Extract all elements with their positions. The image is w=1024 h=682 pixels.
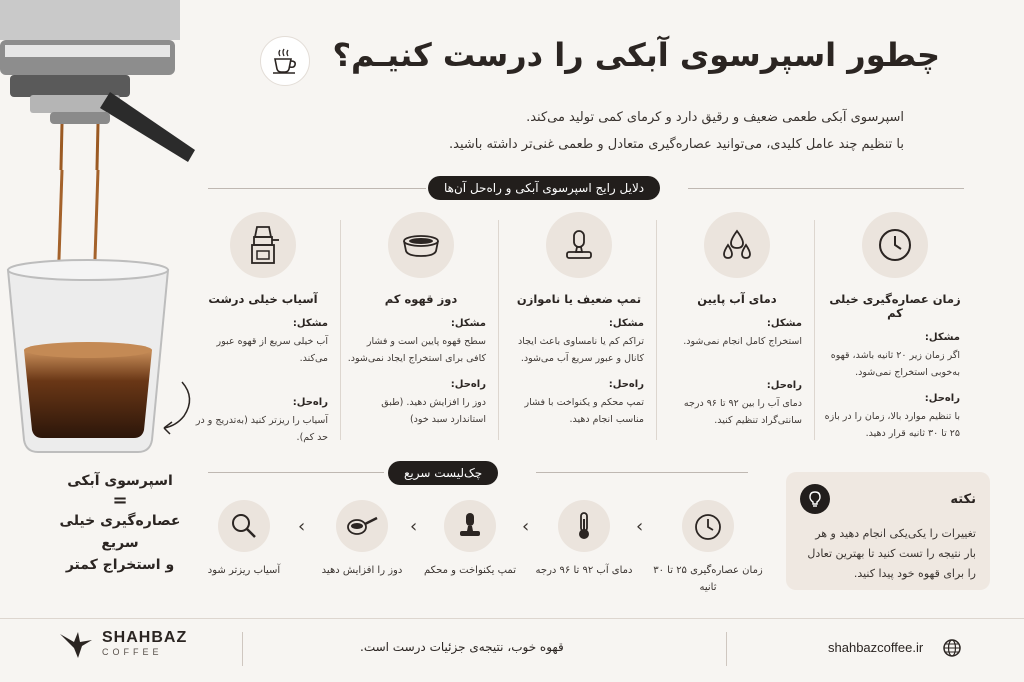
note-header — [800, 484, 976, 514]
cause-title: تمپ ضعیف یا ناموازن — [516, 292, 642, 306]
cause-card-low-dose — [346, 210, 496, 440]
solution-label: راه‌حل: — [766, 380, 802, 391]
falcon-logo-icon — [58, 628, 94, 660]
checklist-text: دمای آب ۹۲ تا ۹۶ درجه — [535, 565, 633, 576]
section-divider — [208, 188, 426, 189]
water-drops-icon — [704, 212, 770, 278]
solution-text: آسیاب را ریزتر کنید (به‌تدریج و در حد کم). — [195, 415, 328, 443]
solution-label: راه‌حل: — [608, 379, 644, 390]
magnifier-icon — [218, 500, 270, 552]
cause-title: دمای آب پایین — [697, 292, 777, 306]
checklist-heading: چک‌لیست سریع — [388, 461, 498, 485]
cause-card-weak-tamp — [504, 210, 654, 440]
note-title: نکته — [950, 491, 976, 507]
espresso-machine-image — [0, 0, 200, 170]
note-box — [786, 472, 990, 590]
lightbulb-icon — [800, 484, 830, 514]
problem-text: اگر زمان زیر ۲۰ ثانیه باشد، قهوه به‌خوبی استخراج نمی‌شود. — [830, 350, 960, 378]
checklist-step-dose — [302, 500, 422, 579]
intro-line-2: با تنظیم چند عامل کلیدی، می‌توانید عصاره‌گیری متعادل و طعمی غنی‌تر داشته باشید. — [449, 137, 904, 152]
brand-sub: COFFEE — [102, 647, 163, 657]
section-divider — [208, 472, 384, 473]
caption-equals: = — [112, 490, 128, 511]
solution-label: راه‌حل: — [292, 397, 328, 408]
intro-line-1: اسپرسوی آبکی طعمی ضعیف و رقیق دارد و کرمای کمی تولید می‌کند. — [526, 110, 904, 125]
website-link[interactable]: shahbazcoffee.ir — [828, 640, 924, 655]
column-divider — [498, 220, 499, 440]
checklist-step-grind — [184, 500, 304, 579]
column-divider — [814, 220, 815, 440]
checklist-text: آسیاب ریزتر شود — [207, 565, 281, 576]
cause-card-low-temp — [662, 210, 812, 440]
caption-title: اسپرسوی آبکی — [67, 473, 173, 489]
problem-text: تراکم کم یا نامساوی باعث ایجاد کانال و عبور سریع آب می‌شود. — [518, 336, 644, 364]
problem-label: مشکل: — [450, 318, 486, 329]
checklist-step-time — [648, 500, 768, 596]
espresso-glass-image — [0, 240, 180, 460]
solution-text: با تنظیم موارد بالا، زمان را در بازه ۲۵ تا ۳۰ ثانیه قرار دهید. — [824, 411, 960, 439]
cause-title: دوز قهوه کم — [384, 292, 458, 306]
checklist-step-tamp — [410, 500, 530, 579]
causes-grid — [195, 210, 970, 443]
chevron-left-icon: ‹ — [410, 516, 418, 537]
checklist-text: زمان عصاره‌گیری ۲۵ تا ۳۰ ثانیه — [653, 565, 763, 593]
problem-text: سطح قهوه پایین است و فشار کافی برای استخراج ایجاد نمی‌شود. — [347, 336, 486, 364]
checklist-step-temp — [524, 500, 644, 579]
footer-divider — [0, 618, 1024, 619]
problem-label: مشکل: — [608, 318, 644, 329]
intro-text — [264, 104, 904, 158]
page-title: چطور اسپرسوی آبکی را درست کنیـم؟ — [332, 36, 940, 74]
tamper-icon — [444, 500, 496, 552]
column-divider — [656, 220, 657, 440]
checklist-text: تمپ یکنواخت و محکم — [423, 565, 516, 576]
brand-name: SHAHBAZ — [102, 629, 188, 646]
problem-label: مشکل: — [292, 318, 328, 329]
cause-card-coarse-grind — [188, 210, 338, 443]
caption-line-1: عصاره‌گیری خیلی سریع — [59, 513, 181, 551]
grinder-icon — [230, 212, 296, 278]
coffee-cup-icon — [260, 36, 310, 86]
note-text: تغییرات را یکی‌یکی انجام دهید و هر بار نتیجه را تست کنید تا بهترین تعادل را برای قهوه خود پیدا کنید. — [807, 527, 976, 580]
scoop-icon — [336, 500, 388, 552]
footer-tagline: قهوه خوب، نتیجه‌ی جزئیات درست است. — [360, 640, 564, 654]
solution-text: تمپ محکم و یکنواخت با فشار مناسب انجام دهید. — [524, 397, 644, 425]
problem-text: آب خیلی سریع از قهوه عبور می‌کند. — [216, 336, 328, 364]
header — [260, 36, 940, 86]
causes-heading: دلایل رایج اسپرسوی آبکی و راه‌حل آن‌ها — [428, 176, 660, 200]
column-divider — [340, 220, 341, 440]
cause-card-short-time — [820, 210, 970, 440]
solution-label: راه‌حل: — [450, 379, 486, 390]
footer-separator — [242, 632, 243, 666]
cause-title: زمان عصاره‌گیری خیلی کم — [829, 292, 961, 320]
chevron-left-icon: ‹ — [636, 516, 644, 537]
problem-label: مشکل: — [766, 318, 802, 329]
globe-icon — [942, 638, 962, 662]
solution-text: دمای آب را بین ۹۲ تا ۹۶ درجه سانتی‌گراد تنظیم کنید. — [683, 398, 802, 426]
brand-logo — [58, 628, 187, 660]
problem-text: استخراج کامل انجام نمی‌شود. — [683, 336, 802, 347]
solution-text: دوز را افزایش دهید. (طبق استاندارد سبد خود) — [381, 397, 486, 425]
caption-line-2: و استخراج کمتر — [65, 557, 175, 573]
clock-icon — [862, 212, 928, 278]
thermometer-icon — [558, 500, 610, 552]
section-divider — [688, 188, 964, 189]
solution-label: راه‌حل: — [924, 393, 960, 404]
timer-icon — [682, 500, 734, 552]
cause-title: آسیاب خیلی درشت — [208, 292, 318, 306]
chevron-left-icon: ‹ — [522, 516, 530, 537]
tamper-icon — [546, 212, 612, 278]
checklist-text: دوز را افزایش دهید — [321, 565, 403, 576]
footer-separator — [726, 632, 727, 666]
coffee-dose-icon — [388, 212, 454, 278]
watery-espresso-caption — [40, 470, 200, 576]
problem-label: مشکل: — [924, 332, 960, 343]
chevron-left-icon: ‹ — [298, 516, 306, 537]
section-divider — [536, 472, 748, 473]
